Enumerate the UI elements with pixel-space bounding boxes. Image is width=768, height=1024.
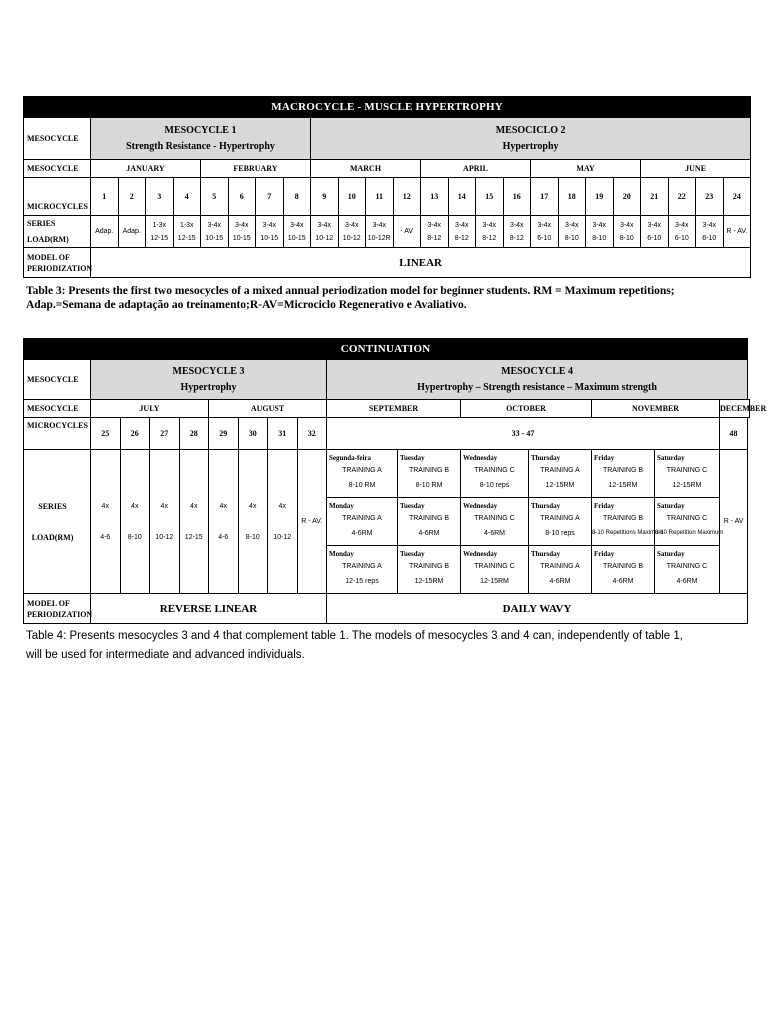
training-cell: Thursday TRAINING A 8-10 reps <box>529 498 592 546</box>
caption-line: Adap.=Semana de adaptação ao treinamento;R-AV=Microciclo Regenerativo e Avaliativo. <box>26 299 467 311</box>
caption-line: Table 4: Presents mesocycles 3 and 4 that complement table 1. The models of mesocycles 3 and 4 can, independently of table 1, <box>26 630 683 642</box>
model-value-left: REVERSE LINEAR <box>91 594 327 624</box>
micro-number: 23 <box>696 178 724 216</box>
micro-number: 32 <box>297 418 327 450</box>
microcycles-row <box>24 178 751 216</box>
table-4-header: CONTINUATION <box>24 339 748 360</box>
series-load-cell: 4x 12-15 <box>179 450 209 594</box>
series-load-cell: 3-4x 10-15 <box>228 216 256 248</box>
mesocycle-label: MESOCYCLE <box>24 360 91 400</box>
micro-number: 10 <box>338 178 366 216</box>
micro-number: 21 <box>641 178 669 216</box>
training-cell: Wednesday TRAINING C 12-15RM <box>461 546 529 594</box>
series-load-cell: 3-4x 8-12 <box>421 216 449 248</box>
micro-number: 15 <box>476 178 504 216</box>
micro-number: 1 <box>91 178 119 216</box>
series-load-cell: 3-4x 6-10 <box>668 216 696 248</box>
micro-number: 2 <box>118 178 146 216</box>
caption-line: Table 3: Presents the first two mesocycles of a mixed annual periodization model for beginner students. RM = Maximum repetitions; <box>26 285 675 297</box>
mesocycle-1-cell <box>91 118 311 160</box>
micro-number: 26 <box>120 418 150 450</box>
micro-number: 19 <box>586 178 614 216</box>
series-label: SERIES <box>27 219 56 228</box>
series-load-cell: 4x 4-6 <box>91 450 121 594</box>
training-cell: Friday TRAINING B 4-6RM <box>592 546 655 594</box>
series-load-cell: 3-4x 6-10 <box>641 216 669 248</box>
series-load-cell: 3-4x 8-10 <box>558 216 586 248</box>
months-row <box>24 400 750 418</box>
load-label: LOAD(RM) <box>31 532 74 542</box>
mesocycle-3-subtitle: Hypertrophy <box>180 381 237 393</box>
training-cell: Wednesday TRAINING C 4-6RM <box>461 498 529 546</box>
training-cell: Wednesday TRAINING C 8-10 reps <box>461 450 529 498</box>
mesocycle-label: MESOCYCLE <box>24 118 91 160</box>
series-load-cell: 3-4x 8-10 <box>586 216 614 248</box>
series-load-cell: 3-4x 10-12 <box>311 216 339 248</box>
micro-number: 16 <box>503 178 531 216</box>
model-value-right: DAILY WAVY <box>327 594 748 624</box>
training-cell: Saturday TRAINING C 12-15RM <box>655 450 720 498</box>
rav-cell: R - AV. <box>297 450 327 594</box>
micro-number: 30 <box>238 418 268 450</box>
series-load-cell: 3-4x 8-12 <box>448 216 476 248</box>
caption-line: will be used for intermediate and advanced individuals. <box>26 649 305 661</box>
series-load-cell: 3-4x 10-12 <box>338 216 366 248</box>
series-load-cell: 3-4x 8-10 <box>613 216 641 248</box>
mesocycle-1-subtitle: Strength Resistance - Hypertrophy <box>126 140 275 152</box>
micro-number: 11 <box>366 178 394 216</box>
mesocycle-label: MESOCYCLE <box>24 400 91 418</box>
mesocycle-4-subtitle: Hypertrophy – Strength resistance – Maximum strength <box>417 381 657 393</box>
series-load-cell: 3-4x 8-12 <box>476 216 504 248</box>
micro-number: 24 <box>723 178 751 216</box>
table-4 <box>23 338 767 624</box>
mesocycle-3-title: MESOCYCLE 3 <box>172 365 245 377</box>
micro-number: 9 <box>311 178 339 216</box>
series-load-row <box>24 216 751 248</box>
series-load-label <box>24 216 91 248</box>
training-cell: Thursday TRAINING A 4-6RM <box>529 546 592 594</box>
table-3 <box>23 96 750 278</box>
micro-number: 8 <box>283 178 311 216</box>
week-row <box>24 450 750 498</box>
micro-number: 7 <box>256 178 284 216</box>
month-cell: AUGUST <box>209 400 327 418</box>
model-row <box>24 248 751 278</box>
micro-number: 18 <box>558 178 586 216</box>
month-cell: MARCH <box>311 160 421 178</box>
series-load-cell: - AV <box>393 216 421 248</box>
month-cell: FEBRUARY <box>201 160 311 178</box>
micro-number: 3 <box>146 178 174 216</box>
series-load-cell: Adap. <box>118 216 146 248</box>
load-label: LOAD(RM) <box>27 235 69 244</box>
mesocycle-2-subtitle: Hypertrophy <box>502 140 559 152</box>
series-load-cell: 1-3x 12-15 <box>146 216 174 248</box>
series-load-cell: 4x 10-12 <box>268 450 298 594</box>
micro-number: 20 <box>613 178 641 216</box>
month-cell: NOVEMBER <box>592 400 720 418</box>
series-load-cell: 4x 10-12 <box>150 450 180 594</box>
month-cell: OCTOBER <box>461 400 592 418</box>
month-cell: SEPTEMBER <box>327 400 461 418</box>
month-cell: JULY <box>91 400 209 418</box>
micro-number: 28 <box>179 418 209 450</box>
series-load-cell: 1-3x 12-15 <box>173 216 201 248</box>
model-label: MODEL OF PERIODIZATION <box>24 248 91 278</box>
micro-number: 4 <box>173 178 201 216</box>
mesocycle-1-title: MESOCYCLE 1 <box>164 124 237 136</box>
model-value: LINEAR <box>91 248 751 278</box>
series-load-cell: 3-4x 6-10 <box>531 216 559 248</box>
training-cell: Saturday TRAINING C 4-6RM <box>655 546 720 594</box>
micro-number: 14 <box>448 178 476 216</box>
month-cell: MAY <box>531 160 641 178</box>
months-row <box>24 160 751 178</box>
series-load-cell: 4x 8-10 <box>120 450 150 594</box>
table-4-caption <box>26 627 746 665</box>
micro-number: 13 <box>421 178 449 216</box>
micro-number: 22 <box>668 178 696 216</box>
series-load-cell: 3-4x 10-15 <box>201 216 229 248</box>
series-load-cell: 3-4x 10-12R <box>366 216 394 248</box>
model-label: MODEL OF PERIODIZATION <box>24 594 91 624</box>
micro-number: 12 <box>393 178 421 216</box>
training-cell: Tuesday TRAINING B 4-6RM <box>398 498 461 546</box>
mesocycle-3-cell <box>91 360 327 400</box>
micro-number: 29 <box>209 418 239 450</box>
micro-number: 6 <box>228 178 256 216</box>
micro-number: 25 <box>91 418 121 450</box>
microcycles-row <box>24 418 750 450</box>
training-cell: Monday TRAINING A 4-6RM <box>327 498 398 546</box>
training-cell: Friday TRAINING B 8-10 Repetitions Maximum <box>592 498 655 546</box>
training-cell: Monday TRAINING A 12-15 reps <box>327 546 398 594</box>
series-load-cell: Adap. <box>91 216 119 248</box>
series-load-cell: 3-4x 8-12 <box>503 216 531 248</box>
series-load-cell: 3-4x 6-10 <box>696 216 724 248</box>
month-cell: DECEMBER <box>720 400 750 418</box>
mesocycle-4-title: MESOCYCLE 4 <box>501 365 574 377</box>
mesocycle-2-title: MESOCICLO 2 <box>495 124 566 136</box>
training-cell: Segunda-feira TRAINING A 8-10 RM <box>327 450 398 498</box>
series-load-cell: 3-4x 10-15 <box>283 216 311 248</box>
micro-range: 33 - 47 <box>327 418 720 450</box>
micro-number: 27 <box>150 418 180 450</box>
training-cell: Saturday TRAINING C 8-10 Repetition Maximum <box>655 498 720 546</box>
table-3-caption <box>26 284 746 312</box>
training-cell: Tuesday TRAINING B 12-15RM <box>398 546 461 594</box>
microcycles-label: MICROCYCLES <box>24 178 91 216</box>
rav-cell: R - AV <box>720 450 748 594</box>
training-cell: Thursday TRAINING A 12-15RM <box>529 450 592 498</box>
month-cell: JUNE <box>641 160 751 178</box>
mesocycle-2-cell <box>311 118 751 160</box>
series-label: SERIES <box>38 501 67 511</box>
month-cell: APRIL <box>421 160 531 178</box>
series-load-label <box>24 450 91 594</box>
micro-number: 17 <box>531 178 559 216</box>
table-3-header: MACROCYCLE - MUSCLE HYPERTROPHY <box>24 97 751 118</box>
model-row <box>24 594 750 624</box>
series-load-cell: 3-4x 10-15 <box>256 216 284 248</box>
micro-number: 48 <box>720 418 748 450</box>
micro-number: 5 <box>201 178 229 216</box>
training-cell: Friday TRAINING B 12-15RM <box>592 450 655 498</box>
series-load-cell: 4x 8-10 <box>238 450 268 594</box>
mesocycle-label: MESOCYCLE <box>24 160 91 178</box>
microcycles-label: MICROCYCLES <box>24 418 91 450</box>
month-cell: JANUARY <box>91 160 201 178</box>
series-load-cell: R - AV. <box>723 216 751 248</box>
series-load-cell: 4x 4-6 <box>209 450 239 594</box>
training-cell: Tuesday TRAINING B 8-10 RM <box>398 450 461 498</box>
micro-number: 31 <box>268 418 298 450</box>
mesocycle-4-cell <box>327 360 748 400</box>
